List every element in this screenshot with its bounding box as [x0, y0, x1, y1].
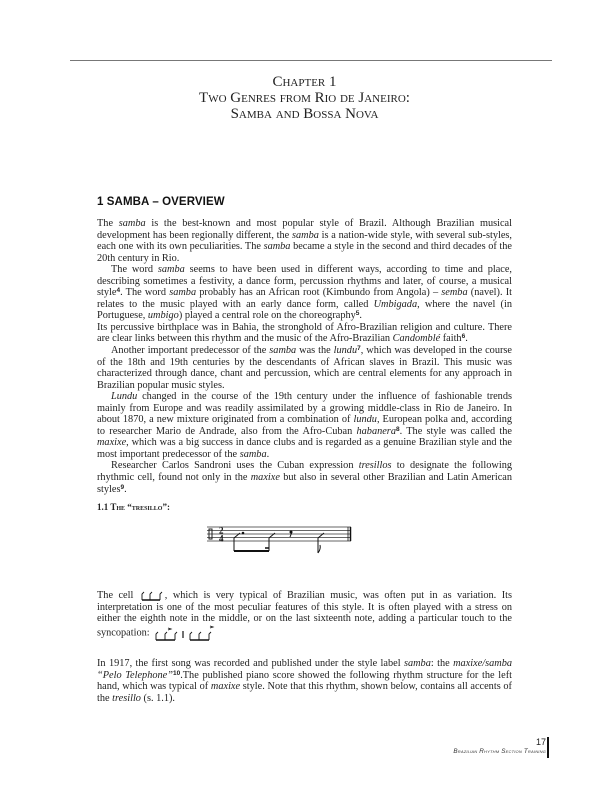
- body-text-block-1: [97, 218, 512, 495]
- body-text-block-2: [97, 590, 512, 641]
- page-number: 17: [535, 737, 546, 747]
- chapter-title-line-2: Samba and Bossa Nova: [230, 106, 379, 122]
- footnote-ref[interactable]: 6: [461, 333, 466, 341]
- rhythm-cell-icon: [139, 590, 165, 601]
- paragraph-1: The samba is the best-known and most popular style of Brazil. Although Brazilian musical development has been regionally different, the samba is a nation-wide style, with several sub-styles, each one with its own peculiarities. The samba became a style in the second and third decades of the 20th century in Rio.: [97, 218, 512, 264]
- accented-rhythm-icon: [152, 625, 234, 641]
- footer-bar: [547, 737, 549, 758]
- top-rule: [70, 60, 552, 61]
- paragraph-4: Another important predecessor of the samba was the lundu$^7$, which was developed in the course of the 18th and 19th centuries by the descendants of African slaves in Brazil. This music was characterized through dance, chant and percussion, which are central elements for any approach in Brazilian popular music styles.: [97, 345, 512, 391]
- staff-lines: [207, 527, 351, 541]
- running-footer-title: Brazilian Rhythm Section Training: [453, 748, 546, 755]
- time-signature-bottom: 4: [219, 533, 224, 544]
- chapter-title: [0, 74, 609, 122]
- footnote-ref[interactable]: 7: [357, 345, 361, 353]
- tresillo-score: [203, 521, 353, 571]
- footnote-ref[interactable]: 5: [355, 310, 360, 318]
- paragraph-7: The cell , which is very typical of Brazilian music, was often put in as variation. Its interpretation is one of the most peculiar features of this style. It is often played with a stress on either the eighth note in the middle, or on the last sixteenth note, adding a particular touch to the syncopation:: [97, 590, 512, 641]
- paragraph-5: Lundu changed in the course of the 19th century under the influence of fashionable trends mainly from Europe and was readily assimilated by a growing middle-class in Rio de Janeiro. In about 1870, a new mixture originated from a combination of lundu, European polka and, according to researcher Mario de Andrade, also from the Afro-Cuban habanera$^8$. The style was called the maxixe, which was a big success in dance clubs and is regarded as a genuine Brazilian style and the most important predecessor of the samba.: [97, 391, 512, 460]
- paragraph-3: Its percussive birthplace was in Bahia, the stronghold of Afro-Brazilian religion and culture. There are clear links between this rhythm and the music of the Afro-Brazilian Candomblé faith$^6$.: [97, 321, 512, 345]
- note-eighth: [318, 533, 324, 553]
- footnote-ref[interactable]: 8: [395, 425, 400, 433]
- note-dotted-eighth: [234, 532, 244, 551]
- paragraph-6: Researcher Carlos Sandroni uses the Cuban expression tresillos to designate the following rhythmic cell, found not only in the maxixe but also in several other Brazilian and Latin American styles$^9$.: [97, 460, 513, 495]
- time-signature-top: 2: [219, 525, 224, 536]
- footnote-ref[interactable]: 9: [120, 483, 125, 491]
- footnote-ref[interactable]: 10: [172, 669, 181, 677]
- chapter-title-line-1: Two Genres from Rio de Janeiro:: [199, 90, 410, 106]
- paragraph-2: The word samba seems to have been used in different ways, according to time and place, describing sometimes a festivity, a dance form, percussion rhythms and later, of course, a musical style$^4$. The word samba probably has an African root (Kimbundo from Angola) – semba (navel). It relates to the music played with an early dance form, called Umbigada, where the navel (in Portuguese, umbigo) played a central role on the choreography$^5$.: [97, 264, 513, 322]
- body-text-block-3: [97, 658, 512, 704]
- chapter-number: Chapter 1: [272, 74, 337, 90]
- section-heading: 1 SAMBA – OVERVIEW: [97, 196, 225, 208]
- paragraph-8: In 1917, the first song was recorded and published under the style label samba: the maxixe/samba “Pelo Telephone”$^{10}$.The published piano score showed the following rhythm structure for the left hand, which was typical of maxixe style. Note that this rhythm, shown below, contains all accents of the tresillo (s. 1.1).: [97, 658, 513, 704]
- subsection-heading: 1.1 The “tresillo”:: [97, 502, 170, 512]
- footnote-ref[interactable]: 4: [116, 287, 121, 295]
- note-sixteenth: [269, 533, 275, 551]
